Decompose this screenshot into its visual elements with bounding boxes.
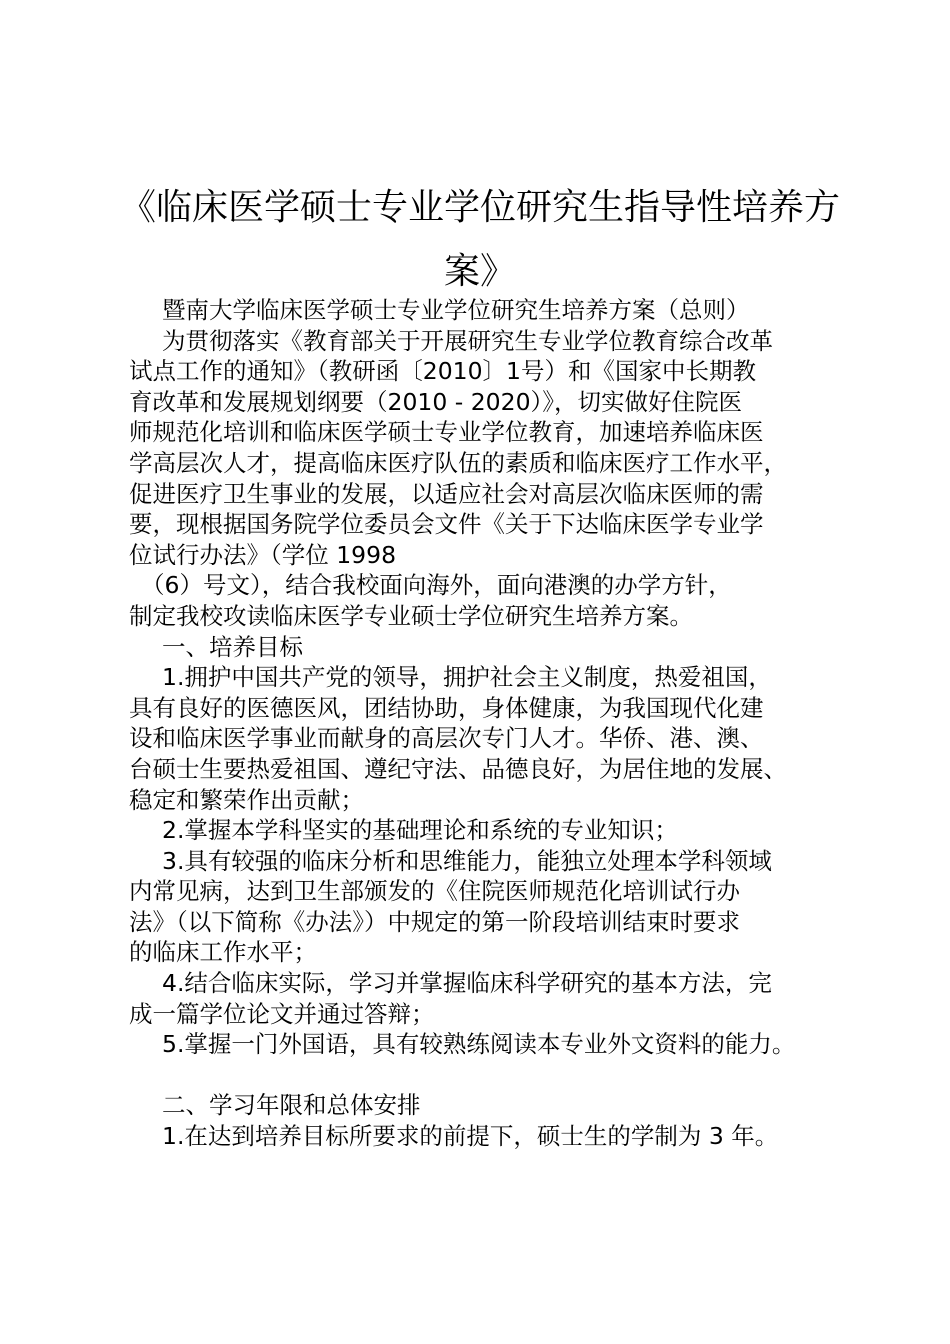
paragraph-line: 促进医疗卫生事业的发展，以适应社会对高层次临床医师的需	[129, 479, 764, 508]
paragraph-line: 育改革和发展规划纲要（2010 - 2020）》，切实做好住院医	[129, 387, 743, 416]
list-item: 1.拥护中国共产党的领导，拥护社会主义制度，热爱祖国，	[162, 663, 772, 692]
paragraph-line: 稳定和繁荣作出贡献；	[129, 785, 364, 814]
paragraph-line: 台硕士生要热爱祖国、遵纪守法、品德良好，为居住地的发展、	[129, 754, 787, 783]
document-body	[129, 295, 849, 1152]
section-heading: 一、培养目标	[162, 632, 303, 661]
paragraph-line: （6）号文），结合我校面向海外，面向港澳的办学方针，	[141, 571, 732, 600]
paragraph-line: 法》（以下简称《办法》）中规定的第一阶段培训结束时要求	[129, 907, 740, 936]
section-heading: 二、学习年限和总体安排	[162, 1091, 421, 1120]
paragraph-line: 具有良好的医德医风，团结协助，身体健康，为我国现代化建	[129, 693, 764, 722]
list-item: 2.掌握本学科坚实的基础理论和系统的专业知识；	[162, 816, 678, 845]
list-item: 1.在达到培养目标所要求的前提下，硕士生的学制为 3 年。	[162, 1122, 779, 1151]
title-line-2: 案》	[443, 251, 516, 292]
list-item: 4.结合临床实际，学习并掌握临床科学研究的基本方法，完	[162, 969, 772, 998]
paragraph-line: 为贯彻落实《教育部关于开展研究生专业学位教育综合改革	[162, 326, 773, 355]
list-item: 3.具有较强的临床分析和思维能力，能独立处理本学科领域	[162, 846, 772, 875]
paragraph-line: 成一篇学位论文并通过答辩；	[129, 999, 435, 1028]
paragraph-line: 内常见病，达到卫生部颁发的《住院医师规范化培训试行办	[129, 877, 740, 906]
document-title	[120, 176, 840, 304]
paragraph-line: 制定我校攻读临床医学专业硕士学位研究生培养方案。	[129, 601, 693, 630]
paragraph-line: 师规范化培训和临床医学硕士专业学位教育，加速培养临床医	[129, 418, 764, 447]
paragraph-line: 试点工作的通知》（教研函〔2010〕1号）和《国家中长期教	[129, 357, 757, 386]
paragraph-line: 位试行办法》（学位 1998	[129, 540, 397, 569]
subtitle: 暨南大学临床医学硕士专业学位研究生培养方案（总则）	[162, 296, 750, 324]
paragraph-line: 设和临床医学事业而献身的高层次专门人才。华侨、港、澳、	[129, 724, 764, 753]
paragraph-line: 要，现根据国务院学位委员会文件《关于下达临床医学专业学	[129, 510, 764, 539]
list-item: 5.掌握一门外国语，具有较熟练阅读本专业外文资料的能力。	[162, 1030, 796, 1059]
title-line-1: 《临床医学硕士专业学位研究生指导性培养方	[120, 187, 841, 228]
paragraph-line: 学高层次人才，提高临床医疗队伍的素质和临床医疗工作水平，	[129, 448, 787, 477]
paragraph-line: 的临床工作水平；	[129, 938, 317, 967]
blank-line	[129, 1060, 849, 1091]
